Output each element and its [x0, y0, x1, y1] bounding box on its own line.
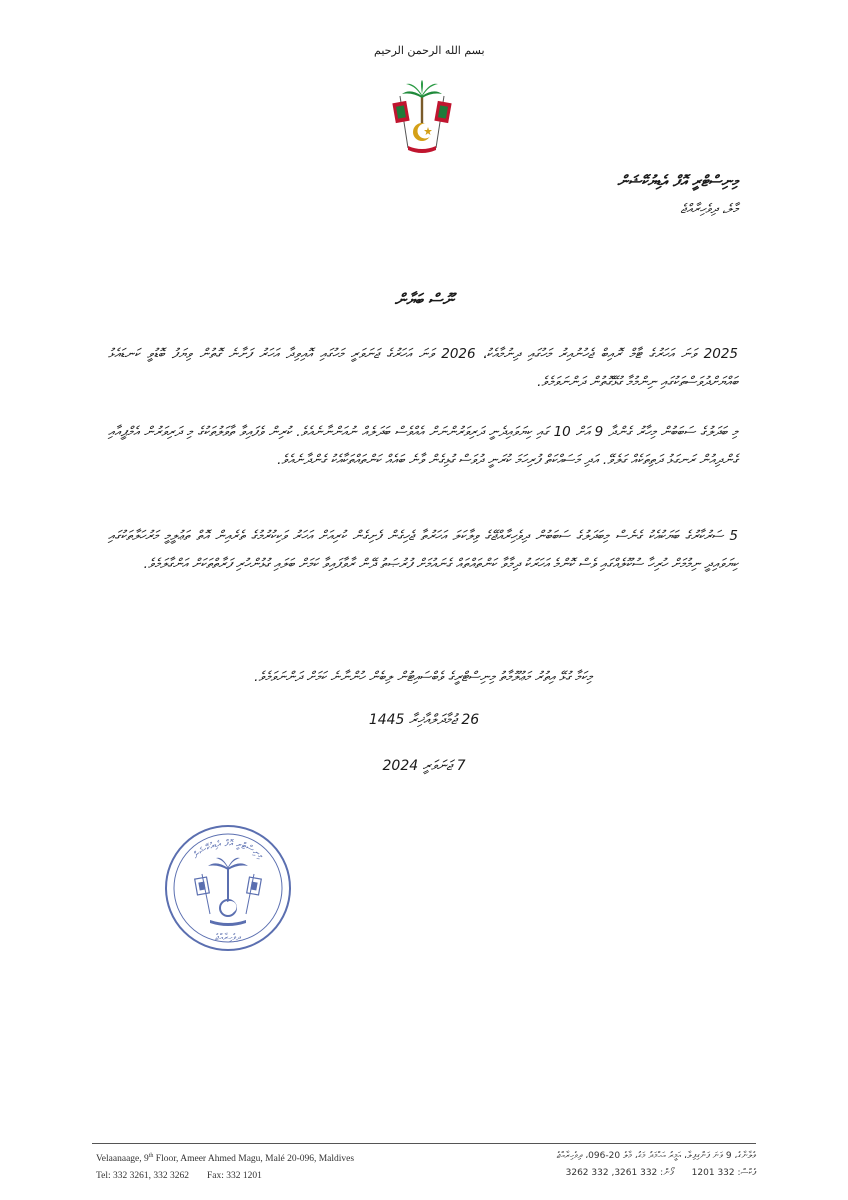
bismillah-calligraphy: بسم الله الرحمن الرحيم: [374, 44, 485, 57]
document-title: ނޫސް ބަޔާން: [394, 290, 454, 309]
body-paragraph-2: މި ބަދަލުގެ ސަބަބުން މިހާރު ގެންދާ 9 އަށް 10 ގައި ކިޔަވައިދެނީ ދަރިވަރުންނަށް އެއްވެސް ބަދަލެއް ނުއަންނާނެއެވެ. ކުރިން ވެފައިވާ ތާވަލުތަކުގެ މި ދަރިވަރުން އެމްޕީއާއި ގެންދިއުން ރަނގަޅު ދަތިތަކެއް ގަލެވޭ. އަދި މަސައްކަތް ފުރިހަމަ ކުރަނީ ދުވަސް ގުޅިގެން ވާނެ ބައެއް ކަންތައްތަކާއެކު ގެންދާނެއެވެ.: [108, 424, 738, 468]
footer-fax-en: Fax: 332 1201: [207, 1171, 262, 1182]
body-paragraph-3: 5 ސަރުކާރުގެ ބަޔަކުއެކު ގެނެސް މިބަދަލުގެ ސަބަބުން ދިވެހިރާއްޖޭގެ ވިލާކަލަ އަހަރުތާ ޖެހިގެން ފެށިގެން ކުރިއަށް އަހަރު ވަކިކުރުމުގެ ތެރެއިން އޮތް ތަޢުލީމީ މަރުހަލާތަކުގައި ކިޔަވައިދީ ނިމުމަށް ހުރިހާ ސުކޫލެއްގައި ވެސް ކޮންމެ އަހަރަކު ދިމާވާ ކަންތައްތައް ގެނައުމަށް ފުރުޞަތު ދޭން ރާވާފައިވާ ކަމަށް ބަލައި ގުޅުންހުރި ފަރާތްތަކަށް އަންގާލަމެވެ.: [108, 528, 738, 572]
footer-dhivehi: [426, 1148, 756, 1182]
footer-divider: [92, 1143, 756, 1144]
gregorian-date: 7 ޖަނަވަރީ 2024: [382, 758, 466, 774]
footer-address-dv: ވެލާނާގެ، 9 ވަނަ ފަންގިފިލާ، އަމީރު އަޙްމަދު މަގު، މާލެ 20-096، ދިވެހިރާއްޖެ: [556, 1151, 756, 1161]
maldives-state-emblem-icon: [390, 78, 454, 156]
closing-line: މިކަމާ ގުޅޭ އިތުރު މަޢުލޫމާތު މިނިސްޓްރީގެ ވެބްސައިޓުން ލިބެން ހުންނާނެ ކަމަށް ދަންނަވަމެވެ.: [254, 669, 592, 685]
seal-ring-text: މިނިސްޓްރީ އޮފް އެޑިއުކޭޝަން: [191, 838, 265, 862]
ministry-official-seal-icon: [162, 822, 294, 954]
footer-fax-dv: ފެކްސް: 332 1201: [691, 1168, 756, 1178]
hijri-date: 26 ޖުމާދަލްއާޚިރާ 1445: [368, 712, 480, 728]
footer-contact-dv: [426, 1165, 756, 1182]
footer-address-en: Velaanaage, 9th Floor, Ameer Ahmed Magu, Malé 20-096, Maldives: [96, 1153, 355, 1165]
addressee-city: މާލެ، ދިވެހިރާއްޖެ: [680, 202, 738, 217]
seal-bottom-text: ދިވެހިރާއްޖެ: [215, 933, 241, 943]
footer-tel-en: Tel: 332 3261, 332 3262: [96, 1171, 190, 1182]
svg-text:މިނިސްޓްރީ އޮފް އެޑިއުކޭޝަން: [191, 839, 265, 861]
footer-english: [96, 1148, 354, 1185]
footer-tel-dv: ފޯން: 332 3261, 332 3262: [565, 1168, 674, 1178]
addressee-office: މިނިސްޓްރީ އޮފް އެޑިޔުކޭޝަން: [617, 172, 738, 190]
body-paragraph-1: 2025 ވަނަ އަހަރުގެ ޓާމް ރޮއިބް ޖެހުނުއިރު މަހުގައި ދިނުމާއެކު، 2026 ވަނަ އަހަރުގެ ޖަނަވަރީ މަހުގައި އޮއިވިދާ އަހަރު ފަށާނެ ގޮތުން ވިޔަފު ބޮޑުވީ ކަނޑައެޅު ބައްޔަށްދުވަސްތަކުގައި ނިންމުމާ ގުޅޭގޮތުން ދަންނަވަމެވެ.: [108, 346, 738, 390]
footer-contact-en: [96, 1168, 354, 1185]
